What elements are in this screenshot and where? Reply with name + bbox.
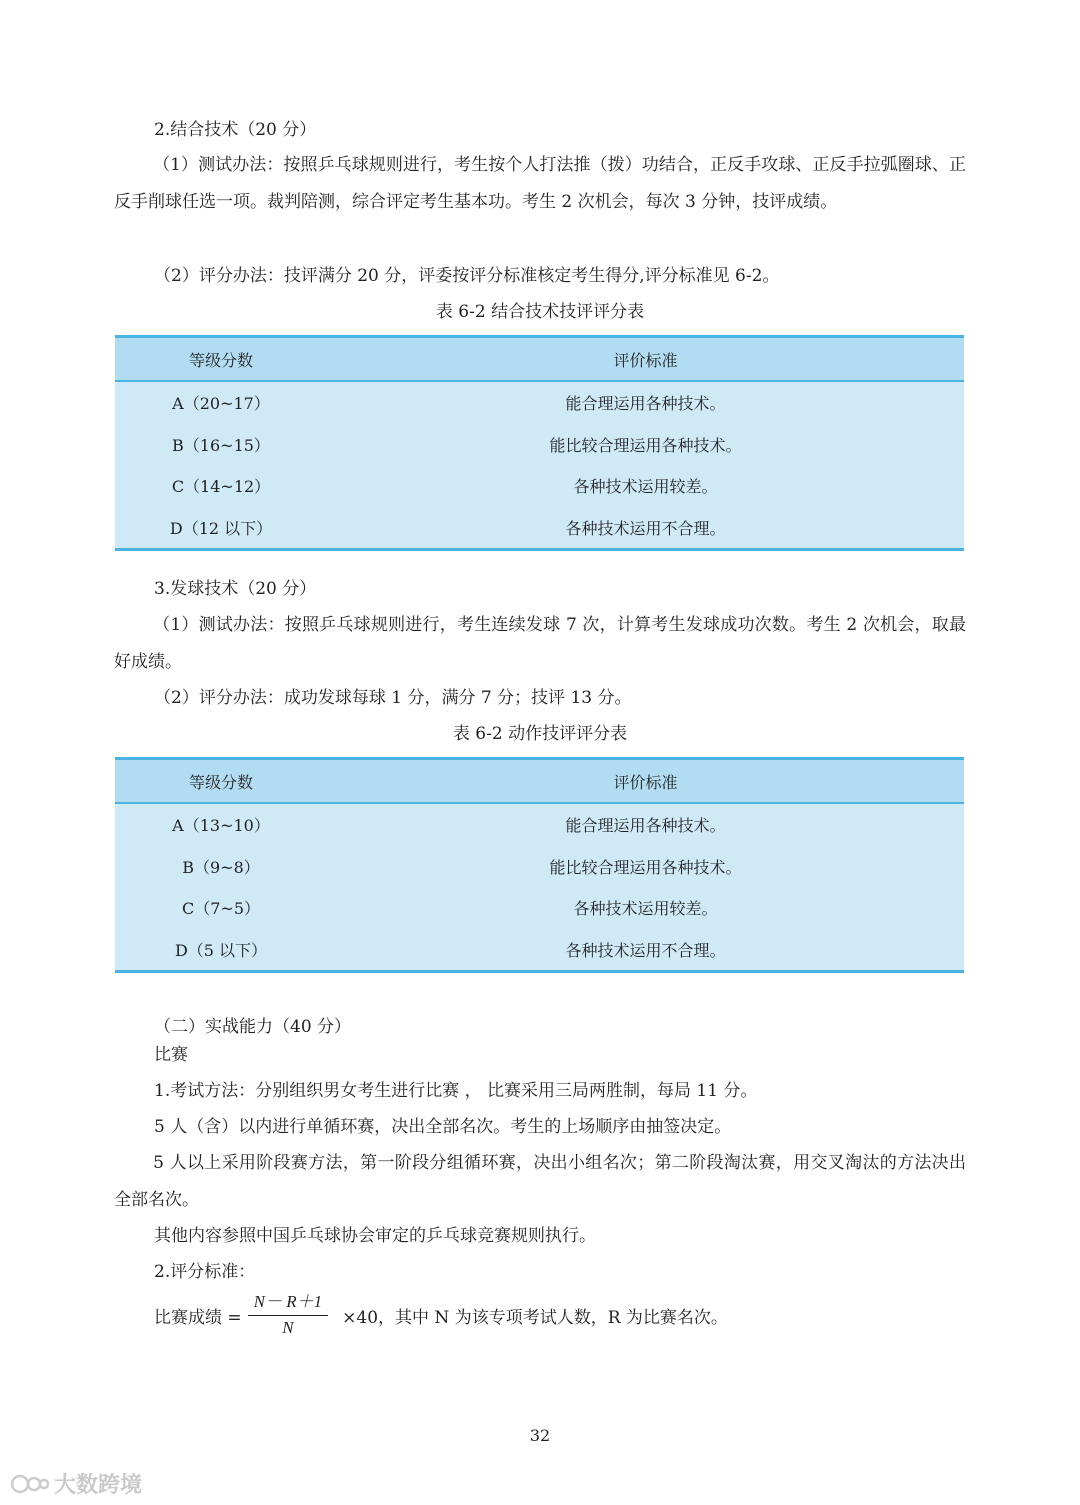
section-heading-combined-technique: 2.结合技术（20 分） [154, 120, 317, 140]
table-row [115, 887, 964, 929]
grade-cell: B（9~8） [182, 857, 260, 877]
formula-denominator: N [282, 1317, 294, 1337]
formula-explanation: ×40，其中 N 为该专项考试人数，R 为比赛名次。 [342, 1307, 728, 1328]
table-header-row [115, 337, 964, 382]
grade-cell: C（14~12） [171, 477, 271, 497]
grading-table-1 [115, 335, 964, 551]
table-row [115, 846, 964, 888]
watermark-text: 大数跨境 [54, 1473, 143, 1498]
score-formula [114, 1290, 728, 1340]
table-row [115, 424, 964, 466]
grade-cell: D（12 以下） [169, 518, 273, 538]
header-grade: 等级分数 [115, 337, 327, 382]
header-criteria: 评价标准 [327, 759, 964, 804]
section-heading-serve-technique: 3.发球技术（20 分） [154, 579, 317, 599]
criteria-cell: 各种技术运用较差。 [573, 477, 718, 497]
table-header-row [115, 759, 964, 804]
criteria-cell: 能比较合理运用各种技术。 [549, 435, 742, 455]
table-caption-1: 表 6-2 结合技术技评评分表 [435, 302, 645, 322]
grade-cell: C（7~5） [181, 899, 260, 919]
criteria-cell: 各种技术运用不合理。 [565, 518, 726, 538]
criteria-cell: 能比较合理运用各种技术。 [549, 857, 742, 877]
paragraph-round-robin: 5 人（含）以内进行单循环赛，决出全部名次。考生的上场顺序由抽签决定。 [154, 1117, 732, 1137]
criteria-cell: 能合理运用各种技术。 [565, 816, 726, 836]
paragraph-rules-reference: 其他内容参照中国乒乓球协会审定的乒乓球竞赛规则执行。 [154, 1226, 596, 1246]
grade-cell: A（13~10） [172, 816, 270, 836]
watermark [10, 1468, 142, 1499]
watermark-logo-icon [10, 1470, 50, 1498]
paragraph-scoring-standard: 2.评分标准： [154, 1262, 256, 1282]
part-heading-match-ability: （二）实战能力（40 分） [154, 1017, 352, 1037]
formula-label: 比赛成绩 = [154, 1307, 242, 1328]
criteria-cell: 各种技术运用不合理。 [565, 940, 726, 960]
table-row [115, 465, 964, 507]
criteria-cell: 各种技术运用较差。 [573, 899, 718, 919]
criteria-cell: 能合理运用各种技术。 [565, 394, 726, 414]
table-row [115, 803, 964, 846]
formula-numerator: N－ R＋1 [248, 1291, 328, 1316]
table-row [115, 381, 964, 424]
paragraph-exam-method: 1.考试方法：分别组织男女考生进行比赛 ， 比赛采用三局两胜制，每局 11 分。 [154, 1081, 758, 1101]
subheading-match: 比赛 [154, 1045, 188, 1065]
formula-fraction [248, 1291, 328, 1340]
grade-cell: A（20~17） [172, 394, 270, 414]
paragraph-test-method-1: （1）测试办法：按照乒乓球规则进行，考生按个人打法推（拨）功结合，正反手攻球、正反手拉弧圈球、正反手削球任选一项。裁判陪测，综合评定考生基本功。考生 2 次机会，每次 3 分钟，技评成绩。 [114, 155, 966, 212]
header-grade: 等级分数 [115, 759, 327, 804]
grade-cell: B（16~15） [172, 435, 270, 455]
table-row [115, 507, 964, 550]
page-number: 32 [529, 1426, 551, 1445]
table-caption-2: 表 6-2 动作技评评分表 [452, 724, 628, 744]
paragraph-test-method-2: （1）测试办法：按照乒乓球规则进行，考生连续发球 7 次，计算考生发球成功次数。考生 2 次机会，取最好成绩。 [114, 615, 966, 672]
paragraph-scoring-method-2: （2）评分办法：成功发球每球 1 分，满分 7 分；技评 13 分。 [154, 688, 632, 708]
grade-cell: D（5 以下） [174, 940, 268, 960]
table-row [115, 929, 964, 972]
paragraph-stage-tournament: 5 人以上采用阶段赛方法，第一阶段分组循环赛，决出小组名次；第二阶段淘汰赛，用交叉淘汰的方法决出全部名次。 [114, 1153, 966, 1210]
paragraph-scoring-method-1: （2）评分办法：技评满分 20 分，评委按评分标准核定考生得分,评分标准见 6-2。 [154, 266, 780, 286]
grading-table-2 [115, 757, 964, 973]
header-criteria: 评价标准 [327, 337, 964, 382]
